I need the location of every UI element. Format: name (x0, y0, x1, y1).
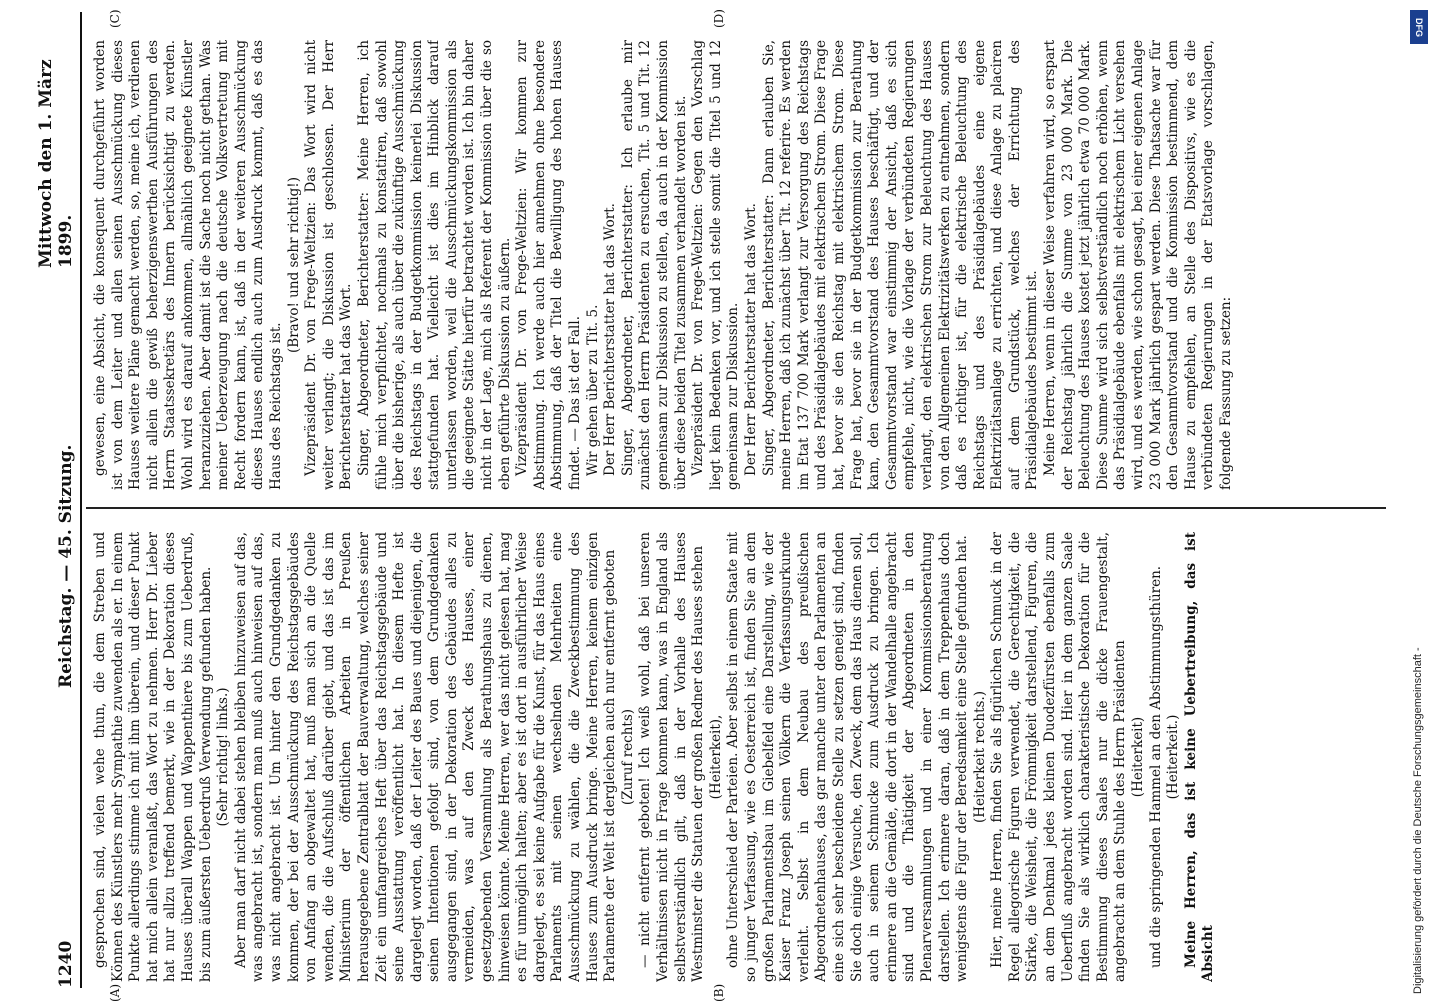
paragraph: Vizepräsident Dr. von Frege-Weltzien: Wir kommen zur Abstimmung. Ich werde auch hier annehmen ohne besondere Abstimmung, daß der Titel die Bewilligung des hohen Hauses findet. — Das ist der Fall. (514, 40, 584, 490)
paragraph: Singer, Abgeordneter, Berichterstatter: Dann erlauben Sie, meine Herren, daß ich zunächst über Tit. 12 referire. Es werden im Etat 137 700 Mark verlangt zur Versorgung des Reichstags und des Präsidialgebäudes mit elektrischem Strom. Diese Frage hat, bevor sie den Reichstag mit elektrischem Strom. Diese Frage hat, bevor sie in der Budgetkommission zur Berathung kam, den Gesammtvorstand des Hauses beschäftigt, und der Gesammtvorstand war einstimmig der Ansicht, daß es sich empfehle, nicht, wie die Vorlage der verbündeten Regierungen verlangt, den elektrischen Strom zur Beleuchtung des Hauses von den Allgemeinen Elektrizitätswerken zu entnehmen, sondern daß es richtiger ist, für die elektrische Beleuchtung des Reichstags und des Präsidialgebäudes eine eigene Elektrizitätsanlage zu errichten, und diese Anlage zu placiren auf dem Grundstück, welches der Errichtung des Präsidialgebäudes bestimmt ist. (760, 40, 1041, 490)
page-number: 1240 (56, 940, 76, 988)
paragraph: Singer, Abgeordneter, Berichterstatter: Meine Herren, ich fühle mich verpflichtet, nochmals zu konstatiren, daß sowohl über die bisherige, als auch über die zukünftige Ausschmückung des Reichstags in der Budgetkommission keinerlei Diskussion stattgefunden hat. Vielleicht ist dies im Hinblick darauf unterlassen worden, weil die Ausschmückungskommission als die geeignete Stätte hierfür betrachtet worden ist. Ich bin daher nicht in der Lage, mich als Referent der Kommission über die so eben geführte Diskussion zu äußern. (355, 40, 513, 490)
paragraph: gewesen, eine Absicht, die konsequent durchgeführt worden ist von dem Leiter und allen seinen Ausschmückung dieses Hauses weitere Pläne gemacht werden, so, meine ich, verdienen nicht allein die gewiß beherzigenswerthen Ausführungen des Herrn Staatssekretärs des Innern berücksichtigt zu werden. Wohl wird es darauf ankommen, allmählich geeignete Künstler heranzuziehen. Aber damit ist die Sache noch nicht gethan. Was meiner Ueberzeugung nach die deutsche Volksvertretung mit Recht fordern kann, ist, daß in der weiteren Ausschmückung dieses Hauses endlich auch zum Ausdruck kommt, daß es das Haus des Reichstags ist. (92, 40, 284, 490)
paragraph: Aber man darf nicht dabei stehen bleiben hinzuweisen auf das, was angebracht ist, sondern man muß auch hinweisen auf das, was nicht angebracht ist. Um hinter den Grundgedanken zu kommen, der bei der Ausschmückung des Reichstagsgebäudes von Anfang an obgewaltet hat, muß man sich an die Quelle wenden, die die Aufschluß darüber giebt, und das ist das im Ministerium der öffentlichen Arbeiten in Preußen herausgegebene Zentralblatt der Bauverwaltung, welches seiner Zeit ein umfangreiches Heft über das Reichstagsgebäude und seine Ausstattung veröffentlicht hat. In diesem Hefte ist dargelegt worden, daß der Leiter des Baues und diejenigen, die seinen Intentionen gefolgt sind, von dem Grundgedanken ausgegangen sind, in der Dekoration des Gebäudes alles zu vermeiden, was auf den Zweck des Hauses, einer gesetzgebenden Versammlung als Berathungshaus zu dienen, hinweisen könnte. Meine Herren, wer das nicht gelesen hat, mag es für unmöglich halten; aber es ist dort in ausführlicher Weise dargelegt, es sei keine Aufgabe für die Kunst, für das Haus eines Parlaments mit seinen wechselnden Mehrheiten eine Ausschmückung zu wählen, die die Zweckbestimmung des Hauses zum Ausdruck bringe. Meine Herren, keinem einzigen Parlamente der Welt ist dergleichen auch nur entfernt geboten (232, 532, 619, 982)
paragraph: ohne Unterschied der Parteien. Aber selbst in einem Staate mit so junger Verfassung, wie es Oesterreich ist, finden Sie an dem großen Parlamentsbau im Giebelfeld eine Darstellung, wie der Kaiser Franz Joseph seinen Völkern die Verfassungsurkunde verleiht. Selbst in dem Neubau des preußischen Abgeordnetenhauses, das gar manche unter den Parlamenten an eine sich sehr bescheidene Stelle zu setzen geneigt sind, finden Sie doch einige Versuche, den Zweck, dem das Haus dienen soll, auch in seinem Schmucke zum Ausdruck zu bringen. Ich erinnere an die Gemälde, die dort in der Wandelhalle angebracht sind und die Thätigkeit der Abgeordneten in den Plenarversammlungen und in einer Kommissionsberathung darstellen. Ich erinnere daran, daß in dem Treppenhaus doch wenigstens die Figur der Beredsamkeit eine Stelle gefunden hat. (725, 532, 971, 982)
paragraph: und die springenden Hammel an den Abstimmungsthüren. (1147, 565, 1164, 968)
margin-mark-c: (C) (108, 9, 122, 28)
interjection: (Heiterkeit) (1130, 716, 1147, 798)
margin-mark-b: (B) (712, 983, 726, 1002)
session-date: Mittwoch den 1. März 1899. (36, 59, 76, 268)
interjection: (Bravo! und sehr richtig!) (285, 177, 302, 353)
interjection: (Heiterkeit rechts.) (971, 690, 988, 824)
margin-mark-d: (D) (712, 9, 726, 28)
interjection: (Heiterkeit.) (1165, 714, 1182, 800)
margin-mark-a: (A) (108, 983, 122, 1002)
paragraph: Vizepräsident Dr. von Frege-Weltzien: Gegen den Vorschlag liegt kein Bedenken vor, und ich stelle somit die Titel 5 und 12 gemeinsam zur Diskussion. (690, 40, 742, 490)
paragraph: Meine Herren, das ist keine Uebertreibung, das ist Absicht (1182, 532, 1217, 982)
paragraph: Vizepräsident Dr. von Frege-Weltzien: Das Wort wird nicht weiter verlangt; die Diskussion ist geschlossen. Der Herr Berichterstatter hat das Wort. (303, 40, 355, 490)
interjection: (Zuruf rechts) (619, 708, 636, 806)
interjection: (Heiterkeit), (707, 714, 724, 800)
paragraph: Singer, Abgeordneter, Berichterstatter: Ich erlaube mir zunächst den Herrn Präsidenten zu ersuchen, Tit. 5 und Tit. 12 gemeinsam zur Diskussion zu stellen, da auch in der Kommission über diese beiden Titel zusammen verhandelt worden ist. (619, 40, 689, 490)
session-title: Reichstag. — 45. Sitzung. (56, 444, 76, 688)
paragraph: Hier, meine Herren, finden Sie als figürlichen Schmuck in der Regel allegorische Figuren verwendet, die Gerechtigkeit, die Stärke, die Weisheit, die Frömmigkeit darstellend, Figuren, die an dem Denkmal jedes kleinen Duodezfürsten ebenfalls zum Ueberfluß angebracht worden sind. Hier in dem ganzen Saale finden Sie als wirklich charakteristische Dekoration für die Bestimmung dieses Saales nur die dicke Frauengestalt, angebracht an dem Stuhle des Herrn Präsidenten (989, 532, 1129, 982)
paragraph: Der Herr Berichterstatter hat das Wort. (602, 203, 619, 476)
column-divider (86, 507, 1386, 509)
paragraph: gesprochen sind, vielen wehe thun, die dem Streben und Können des Künstlers mehr Sympathie zuwenden als er. In einem Punkte allerdings stimme ich mit ihm überein, und dieser Punkt hat mich allein veranlaßt, das Wort zu nehmen. Herr Dr. Lieber hat nur allzu treffend bemerkt, wie in der Dekoration dieses Hauses überall Wappen und Wappenthiere bis zum Ueberdruß, bis zum äußersten Ueberdruß Verwendung gefunden haben. (92, 532, 214, 982)
digitization-credit (1408, 4, 1430, 996)
left-column (92, 532, 1392, 982)
right-column (92, 40, 1392, 490)
paragraph: Der Herr Berichterstatter hat das Wort. (742, 203, 759, 476)
credit-text: Digitalisierung gefördert durch die Deutsche Forschungsgemeinschaft - (1412, 647, 1424, 994)
paragraph: Meine Herren, wenn in dieser Weise verfahren wird, so erspart der Reichstag jährlich die Summe von 23 000 Mark. Die Beleuchtung des Hauses kostet jetzt jährlich etwa 70 000 Mark. Diese Summe wird sich selbstverständlich noch erhöhen, wenn das Präsidialgebäude ebenfalls mit elektrischem Licht versehen wird, und es werden, wie schon gesagt, bei einer eigenen Anlage 23 000 Mark jährlich gespart werden. Diese Thatsache war für den Gesammtvorstand und die Kommission bestimmend, dem Hause zu empfehlen, an Stelle des Dispositivs, wie es die verbündeten Regierungen in der Etatsvorlage vorschlagen, folgende Fassung zu setzen: (1042, 40, 1234, 490)
interjection: (Sehr richtig! links.) (215, 687, 232, 827)
dfg-logo: DFG (1410, 10, 1428, 44)
page-header (36, 12, 82, 988)
paragraph: Wir gehen über zu Tit. 5. (584, 304, 601, 476)
paragraph: — nicht entfernt geboten! Ich weiß wohl, daß bei unseren Verhältnissen nicht in Frage kommen kann, was in England als selbstverständlich gilt, daß in der Vorhalle des Hauses Westminster die Statuen der großen Redner des Hauses stehen (637, 532, 707, 982)
